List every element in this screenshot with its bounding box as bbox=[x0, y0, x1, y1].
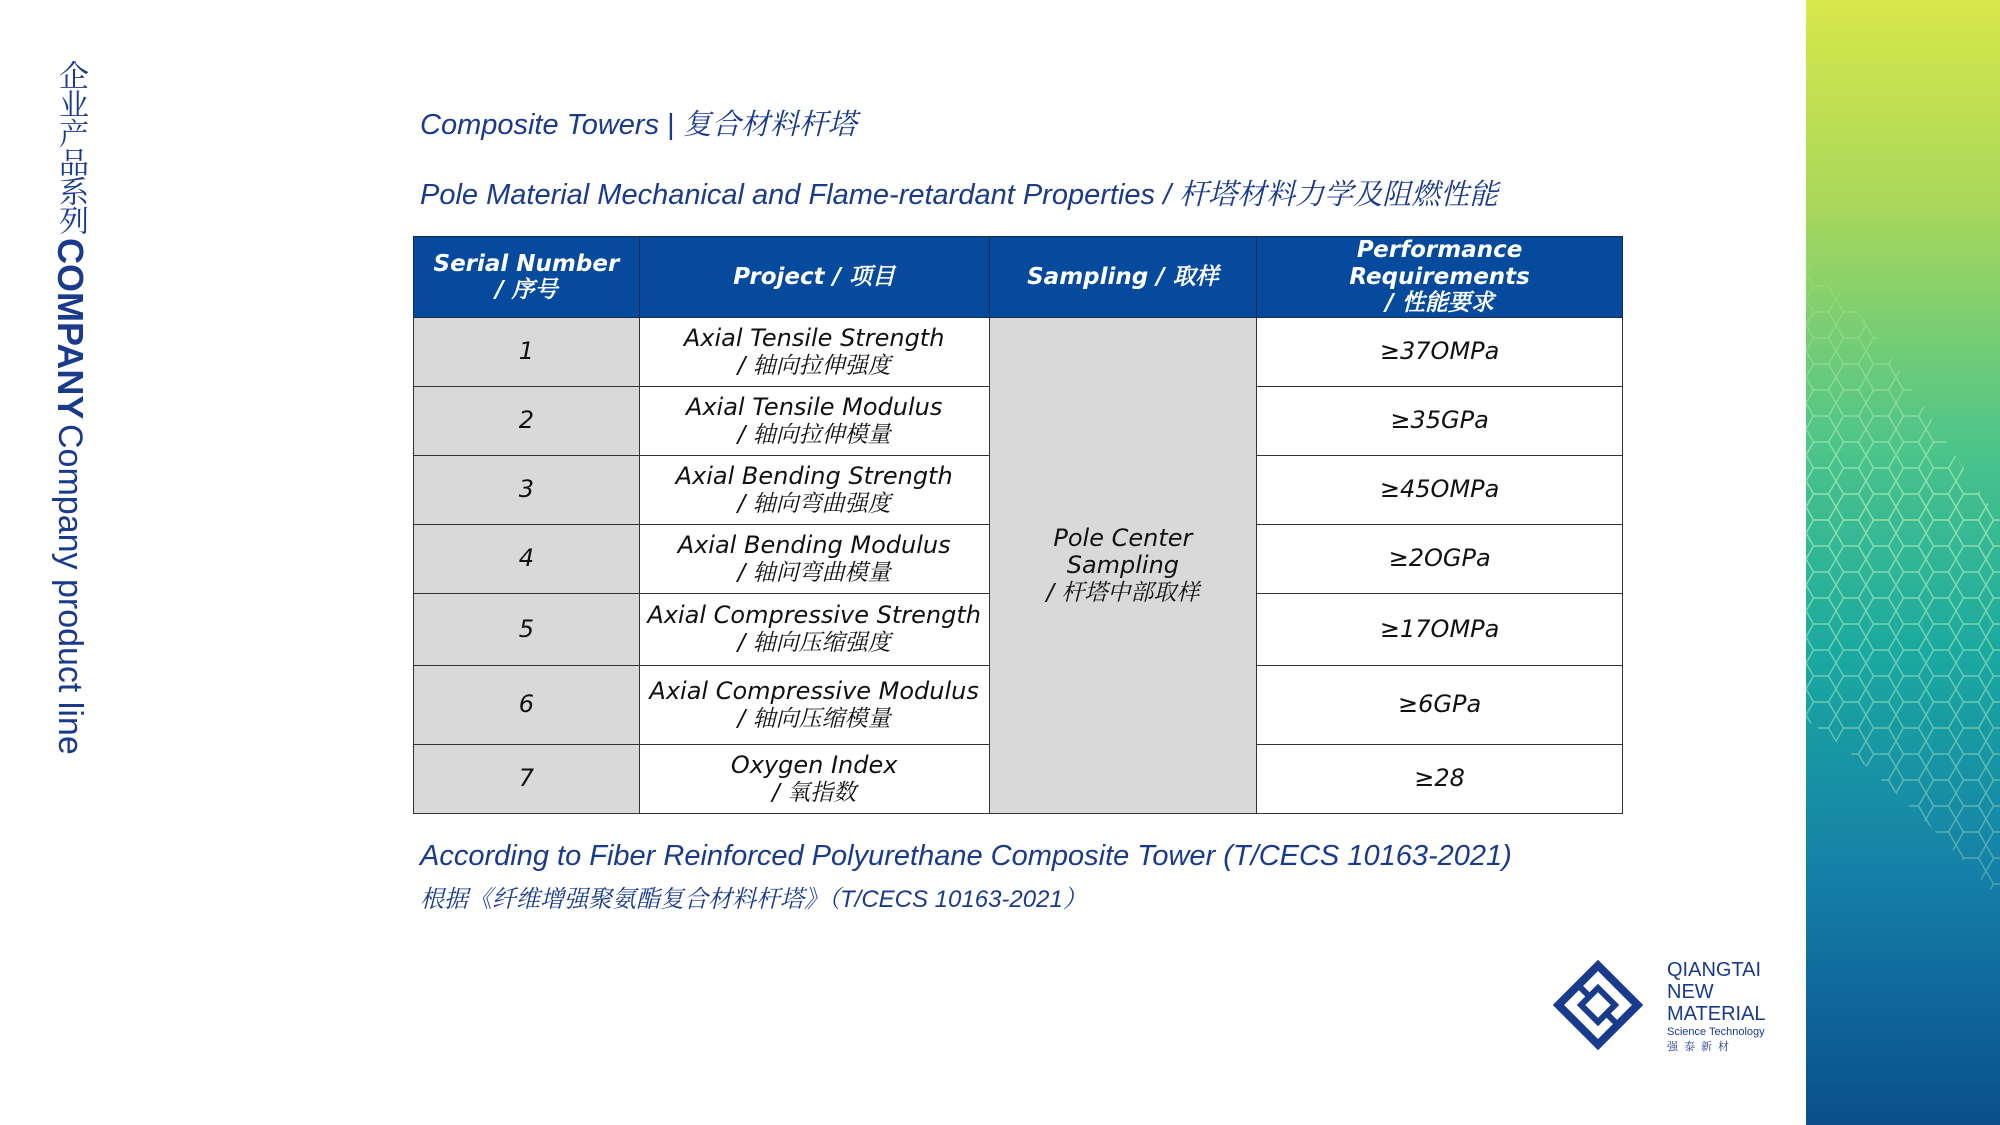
sampling-en: Pole Center Sampling bbox=[1053, 523, 1193, 580]
page-title-en: Composite Towers bbox=[420, 109, 660, 141]
logo-line-4: Science Technology bbox=[1667, 1026, 1765, 1038]
sampling-cn: / 杆塔中部取样 bbox=[1046, 579, 1200, 606]
header-serial-number bbox=[414, 237, 640, 318]
project-cn: / 氧指数 bbox=[772, 779, 857, 806]
header-sampling: Sampling / 取样 bbox=[989, 237, 1257, 318]
company-logo-text bbox=[1667, 960, 1766, 1053]
table-header-row bbox=[414, 237, 1623, 318]
serial-cell: 4 bbox=[414, 525, 640, 594]
header-serial-en: Serial Number bbox=[433, 250, 620, 277]
serial-cell: 7 bbox=[414, 745, 640, 814]
project-en: Axial Tensile Modulus bbox=[685, 392, 943, 421]
sampling-cell bbox=[989, 318, 1257, 814]
page-title bbox=[420, 102, 857, 143]
header-serial-cn: / 序号 bbox=[495, 277, 558, 303]
requirement-cell: ≥2OGPa bbox=[1257, 525, 1623, 594]
project-en: Axial Compressive Modulus bbox=[649, 676, 979, 705]
page-title-separator: | bbox=[659, 109, 683, 141]
project-cell bbox=[639, 525, 989, 594]
serial-cell: 3 bbox=[414, 456, 640, 525]
project-cell bbox=[639, 456, 989, 525]
project-cn: / 轴向压缩强度 bbox=[737, 630, 891, 657]
project-cn: / 轴问弯曲模量 bbox=[737, 559, 891, 586]
serial-cell: 6 bbox=[414, 666, 640, 745]
company-logo-icon bbox=[1553, 960, 1643, 1050]
table-row bbox=[414, 318, 1623, 387]
project-cn: / 轴向拉伸强度 bbox=[737, 352, 891, 379]
logo-line-2: NEW bbox=[1667, 981, 1714, 1003]
mesh-pattern-icon bbox=[1806, 0, 2000, 1125]
project-en: Oxygen Index bbox=[730, 750, 898, 779]
requirement-cell: ≥45OMPa bbox=[1257, 456, 1623, 525]
side-label-product-line: Company product line bbox=[51, 424, 89, 755]
project-en: Axial Bending Modulus bbox=[677, 530, 951, 559]
standard-reference-en: According to Fiber Reinforced Polyurethane Composite Tower (T/CECS 10163-2021) bbox=[420, 840, 1512, 872]
requirement-cell: ≥35GPa bbox=[1257, 387, 1623, 456]
project-cell bbox=[639, 318, 989, 387]
requirement-cell: ≥37OMPa bbox=[1257, 318, 1623, 387]
properties-table bbox=[413, 236, 1623, 814]
project-en: Axial Compressive Strength bbox=[647, 601, 981, 630]
requirement-cell: ≥28 bbox=[1257, 745, 1623, 814]
header-project: Project / 项目 bbox=[639, 237, 989, 318]
standard-reference-cn: 根据《纤维增强聚氨酯复合材料杆塔》（T/CECS 10163-2021） bbox=[420, 886, 1087, 913]
side-label-company: COMPANY bbox=[50, 238, 91, 420]
project-en: Axial Bending Strength bbox=[675, 461, 953, 490]
project-cell bbox=[639, 666, 989, 745]
project-cell bbox=[639, 594, 989, 666]
decorative-mesh-panel bbox=[1806, 0, 2000, 1125]
project-cn: / 轴向压缩模量 bbox=[737, 705, 891, 732]
section-subtitle: Pole Material Mechanical and Flame-retardant Properties / 杆塔材料力学及阻燃性能 bbox=[420, 179, 1499, 211]
project-cell bbox=[639, 745, 989, 814]
header-req-cn: / 性能要求 bbox=[1385, 290, 1494, 317]
project-cn: / 轴向弯曲强度 bbox=[737, 490, 891, 517]
standard-reference-note bbox=[420, 840, 1512, 914]
logo-line-3: MATERIAL bbox=[1667, 1003, 1766, 1025]
side-label bbox=[50, 60, 91, 755]
requirement-cell: ≥17OMPa bbox=[1257, 594, 1623, 666]
requirement-cell: ≥6GPa bbox=[1257, 666, 1623, 745]
header-performance-requirements bbox=[1257, 237, 1623, 318]
logo-line-1: QIANGTAI bbox=[1667, 959, 1762, 981]
serial-cell: 5 bbox=[414, 594, 640, 666]
side-label-cn: 企业产品系列 bbox=[54, 60, 87, 234]
header-req-en: Performance Requirements bbox=[1349, 237, 1530, 290]
project-cell bbox=[639, 387, 989, 456]
serial-cell: 1 bbox=[414, 318, 640, 387]
project-cn: / 轴向拉伸模量 bbox=[737, 421, 891, 448]
serial-cell: 2 bbox=[414, 387, 640, 456]
logo-line-5: 强泰新材 bbox=[1667, 1041, 1735, 1053]
project-en: Axial Tensile Strength bbox=[683, 323, 945, 352]
page-title-cn: 复合材料杆塔 bbox=[682, 109, 857, 141]
